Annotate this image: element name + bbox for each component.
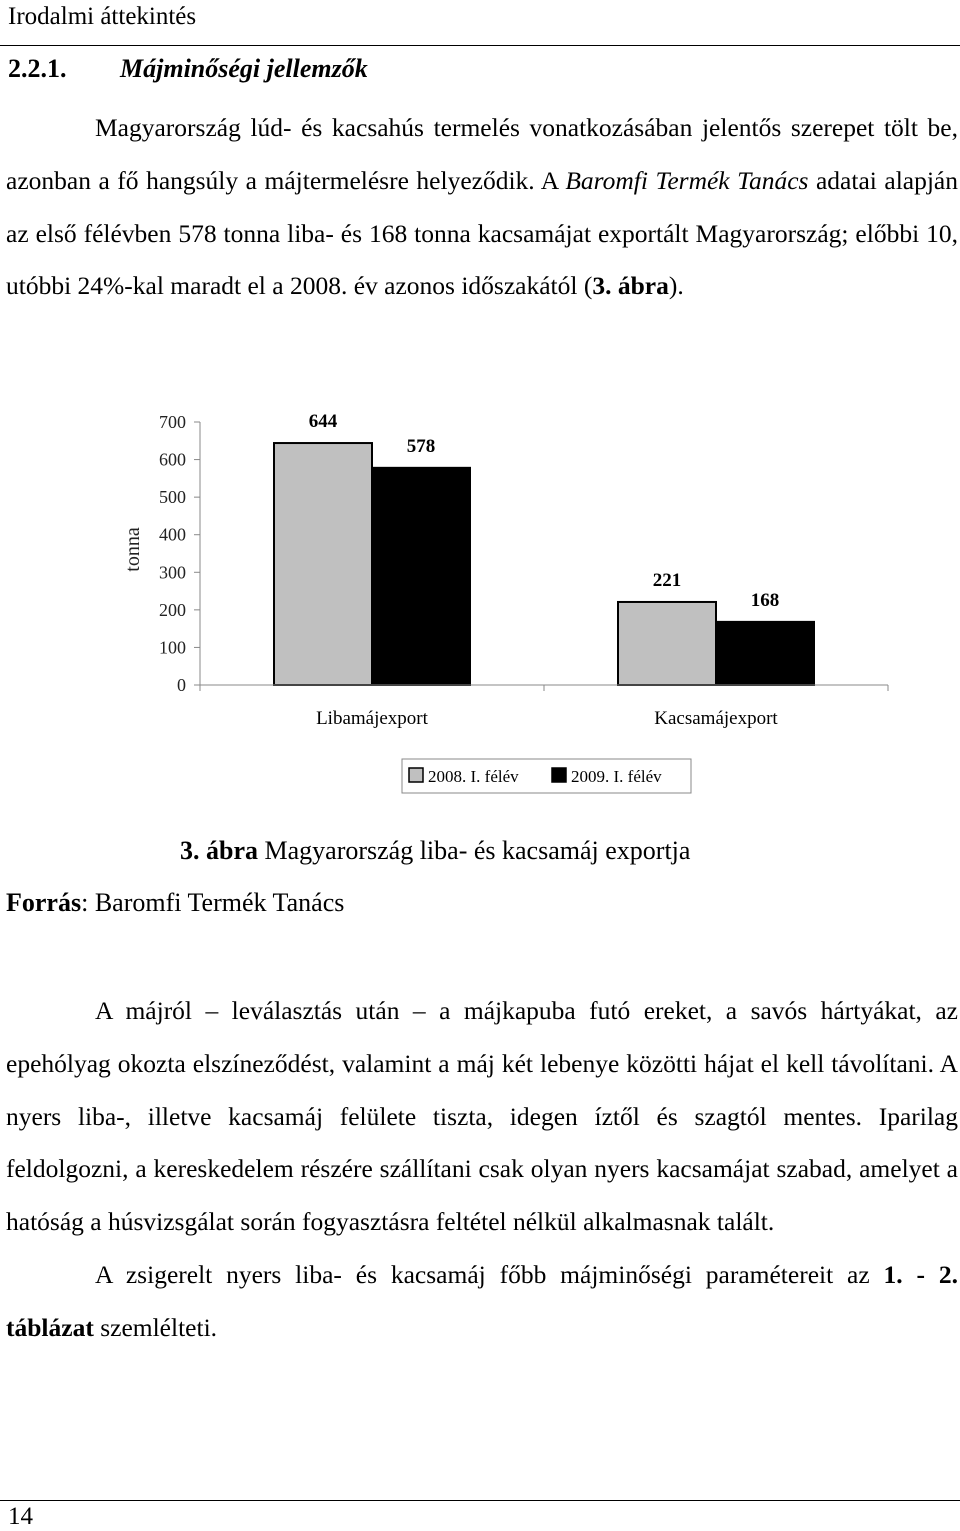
bar-liba-2008 [274,443,372,685]
export-bar-chart [0,395,960,835]
header-rule [0,45,960,46]
bars [274,443,814,685]
figure-source [6,886,344,920]
paragraph-processing [6,985,958,1355]
para3-text-1: A zsigerelt nyers liba- és kacsamáj főbb májminőségi paramétereit az [95,1259,884,1289]
y-axis [122,412,200,695]
y-tick-label: 700 [159,412,186,432]
running-header: Irodalmi áttekintés [8,3,197,30]
para1-source-italic: Baromfi Termék Tanács [565,165,809,195]
para2-text: A májról – leválasztás után – a májkapuba futó ereket, a savós hártyákat, az epehólyag okozta elszíneződést, valamint a máj két lebenye közötti hájat el kell távolítani. A nyers liba-, illetve kacsamáj felülete tiszta, idegen íztől és szagtól mentes. Iparilag feldolgozni, a kereskedelem részére szállítani csak olyan nyers kacsamájat szabad, amelyet a hatóság a húsvizsgálat során fogyasztásra feltétel nélkül alkalmasnak talált. [6,996,958,1237]
section-heading [8,52,368,86]
para1-text-1: Magyarország lúd- és kacsahús termelés vonatkozásában jelentős szerepet tölt be, azonban a fő hangsúly a májtermelésre helyeződik. A [6,113,958,195]
y-tick-label: 200 [159,599,186,620]
legend-label: 2008. I. félév [428,767,519,786]
y-tick-label: 600 [159,449,186,470]
bar-kacsa-2008 [618,602,716,685]
y-tick-label: 0 [177,675,186,695]
y-tick-label: 100 [159,637,186,658]
x-category-label: Libamájexport [316,708,428,729]
data-label: 168 [750,589,780,611]
para3-text-2: szemlélteti. [93,1312,218,1342]
data-label: 221 [652,569,682,591]
x-category-label: Kacsamájexport [654,708,778,729]
y-tick-label: 500 [159,487,186,508]
data-label: 578 [406,435,436,457]
chart-legend [402,759,691,793]
para1-figure-ref: 3. ábra [592,271,669,301]
figure-caption [180,834,690,868]
legend-swatch [552,768,566,782]
para1-text-2: adatai alapján az első félévben 578 tonna liba- és 168 tonna kacsamájat exportált Magyarország; előbbi 10, utóbbi 24%-kal maradt el a 2008. év azonos időszakától ( [6,165,959,301]
source-label: Forrás [6,888,82,917]
paragraph-intro [6,102,958,313]
para1-text-3: ). [668,271,684,301]
bar-liba-2009 [372,468,470,685]
page-number: 14 [8,1503,33,1530]
source-text: : Baromfi Termék Tanács [81,888,345,917]
x-axis [200,685,888,729]
legend-label: 2009. I. félév [571,767,662,786]
legend-swatch [409,768,423,782]
para3-table-ref: 1. - 2. táblázat [6,1259,958,1342]
y-tick-label: 300 [159,562,186,583]
footer-rule [0,1500,960,1501]
caption-text: Magyarország liba- és kacsamáj exportja [258,836,691,865]
y-axis-title: tonna [122,527,144,572]
data-label: 644 [308,411,338,433]
bar-kacsa-2009 [716,622,814,685]
caption-figure-number: 3. ábra [180,836,258,865]
section-number: 2.2.1. [8,54,67,83]
y-tick-label: 400 [159,524,186,545]
section-title: Májminőségi jellemzők [120,54,368,83]
